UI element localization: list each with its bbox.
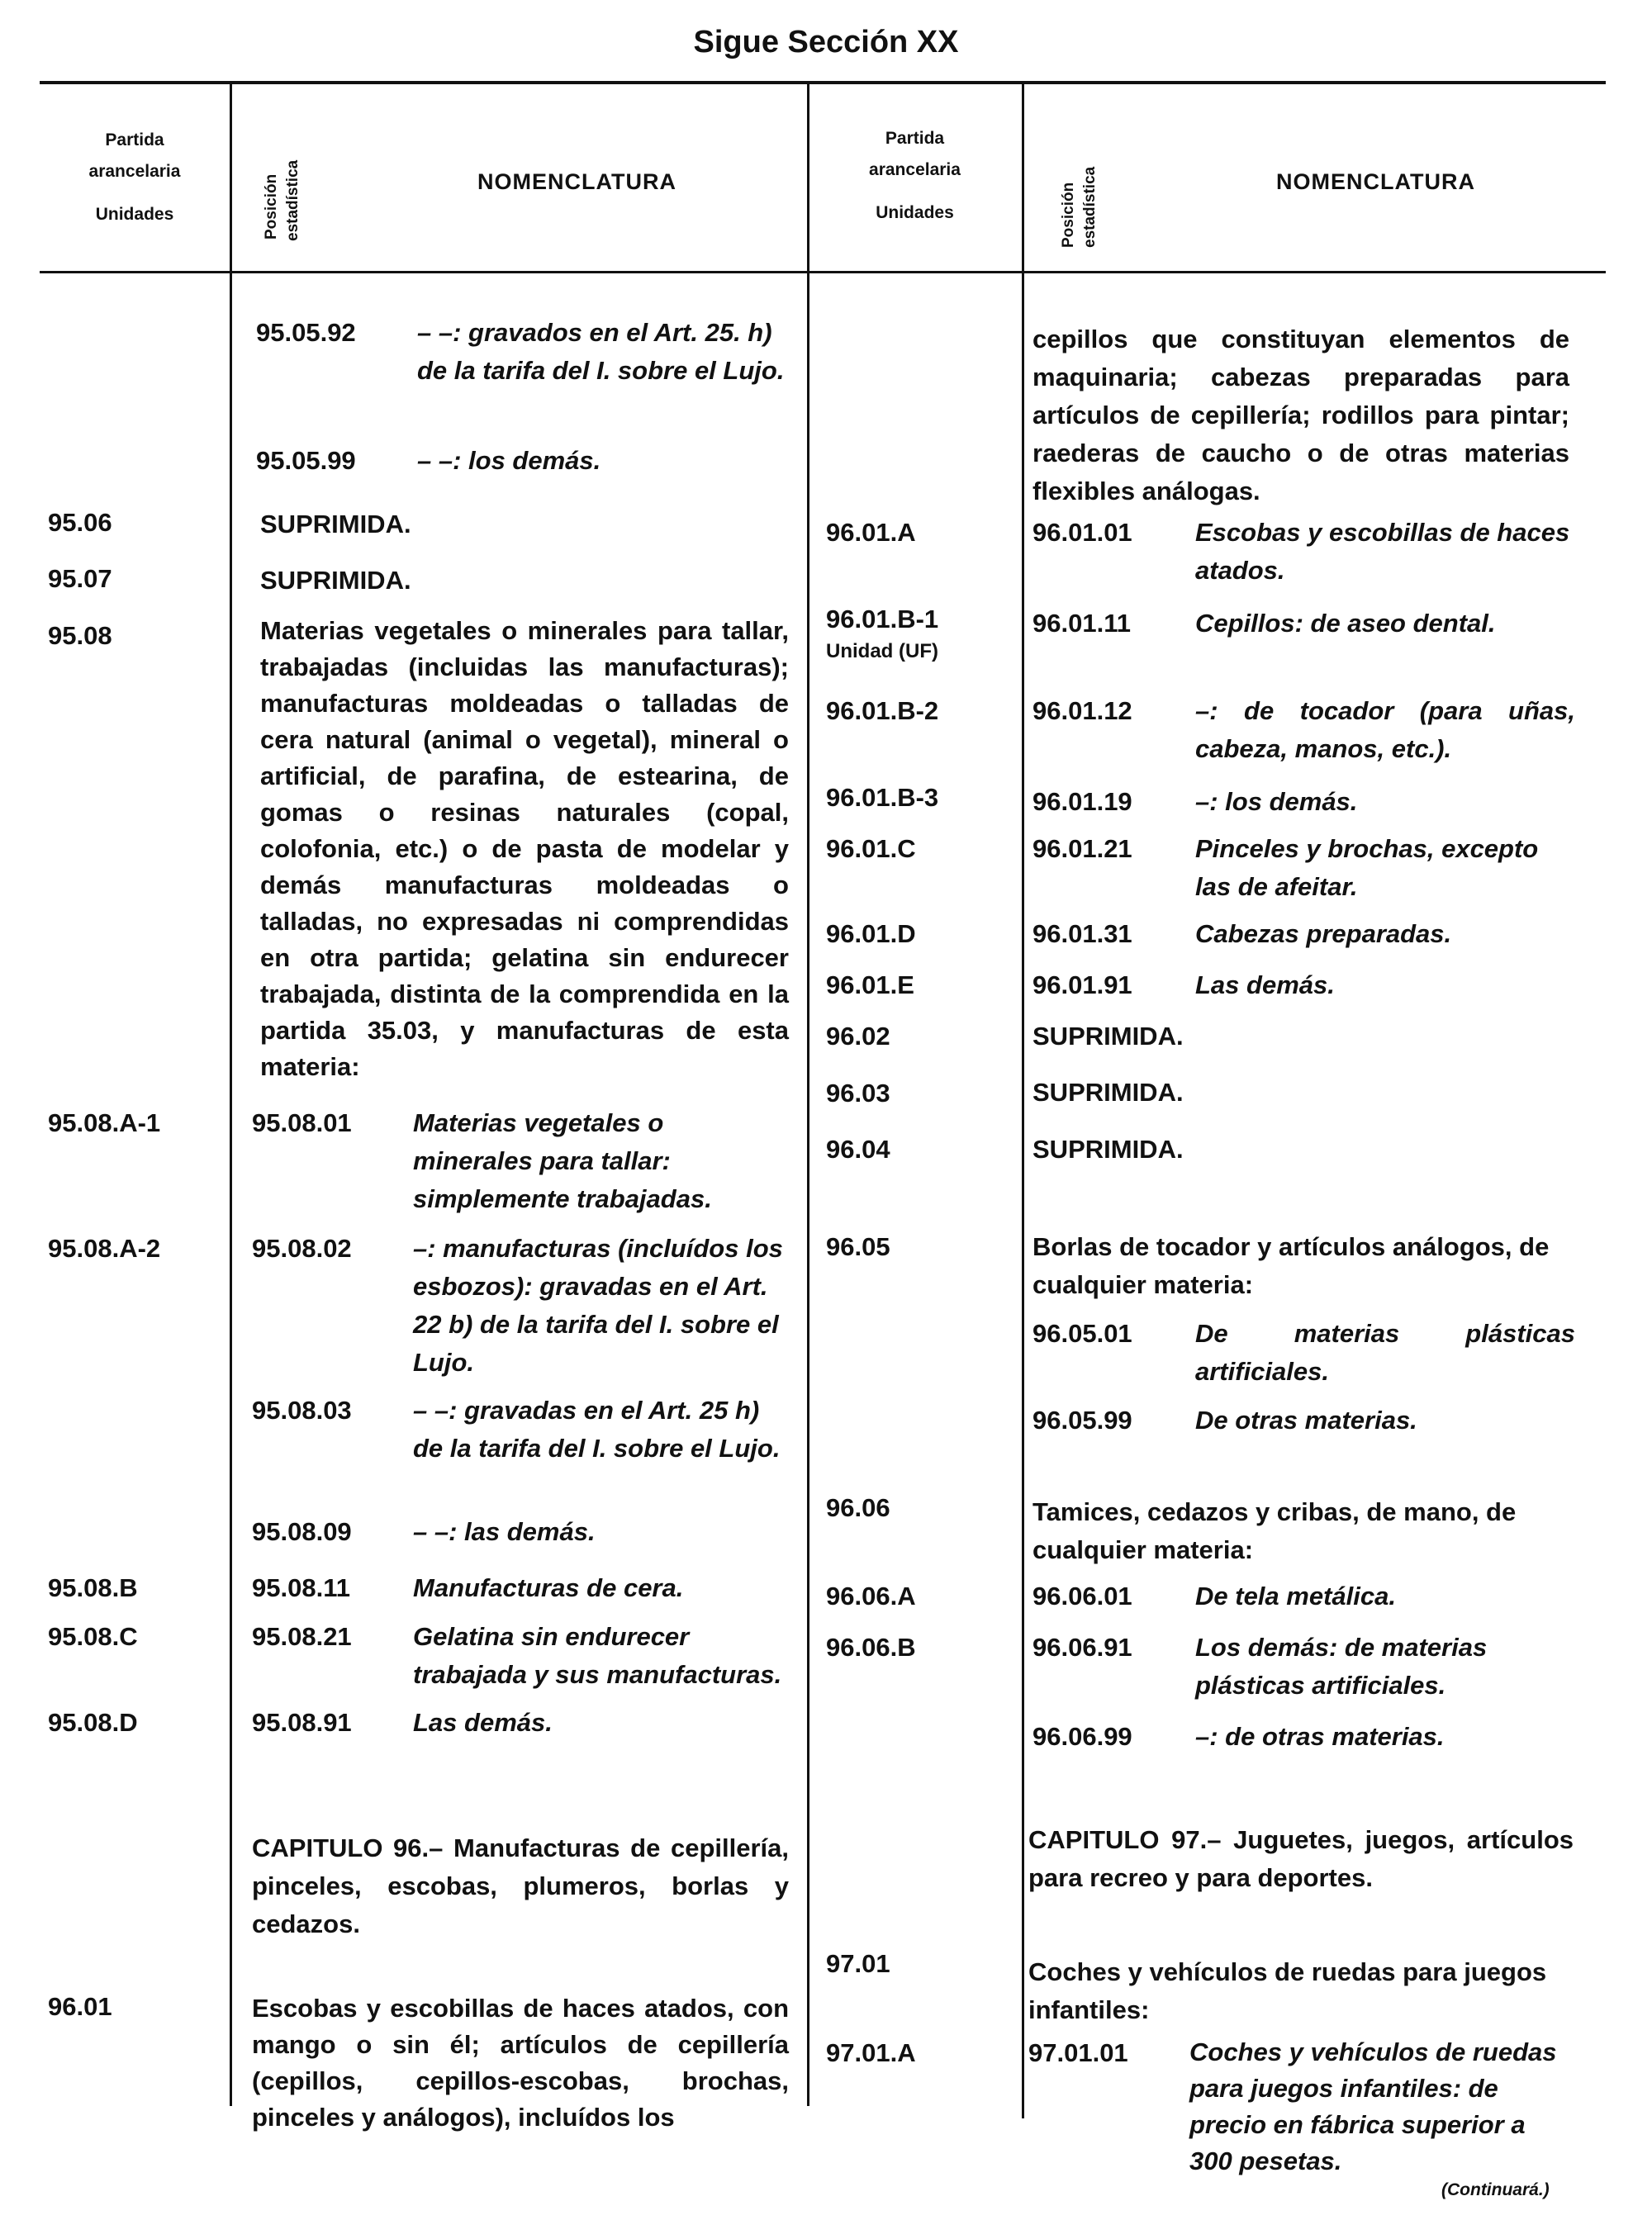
desc-96-01-21: Pinceles y brochas, excepto las de afeitar. [1195,834,1539,901]
continued-note: (Continuará.) [1441,2180,1550,2199]
header-partida-label: Partida [885,129,945,148]
desc-96-04: SUPRIMIDA. [1032,1135,1184,1164]
desc-97-01: Coches y vehículos de ruedas para juegos infantiles: [1028,1957,1547,2024]
col-rule-3 [1022,83,1024,2118]
partida-96-02: 96.02 [826,1022,890,1051]
partida-97-01-A: 97.01.A [826,2038,916,2067]
desc-96-06: Tamices, cedazos y cribas, de mano, de cualquier materia: [1032,1497,1517,1564]
pos-96-05-99: 96.05.99 [1032,1406,1132,1435]
pos-95-08-02: 95.08.02 [252,1234,352,1263]
desc-95-06: SUPRIMIDA. [260,510,411,538]
partida-96-01-E: 96.01.E [826,970,914,999]
desc-96-01-19: –: los demás. [1195,787,1358,816]
desc-96-05-01: De materias plásticas artificiales. [1195,1319,1575,1386]
desc-95-07: SUPRIMIDA. [260,566,411,595]
desc-96-05-99: De otras materias. [1195,1406,1417,1435]
pos-96-01-91: 96.01.91 [1032,970,1132,999]
partida-95-08-A1: 95.08.A-1 [48,1108,161,1137]
pos-95-08-01: 95.08.01 [252,1108,352,1137]
desc-95-08: Materias vegetales o minerales para tallar, trabajadas (incluidas las manufacturas); manufacturas moldeadas o talladas de cera natural (animal o vegetal), mineral o artificial, de parafina, de estearina, de gomas o resinas naturales (copal, colofonia, etc.) o de pasta de modelar y demás manufacturas moldeadas o talladas, no expresadas ni comprendidas en otra partida; gelatina sin endurecer trabajada, distinta de la comprendida en la partida 35.03, y manufacturas de esta materia: [260,616,789,1081]
pos-95-08-09: 95.08.09 [252,1517,352,1546]
desc-95-05-92: – –: gravados en el Art. 25. h) de la tarifa del I. sobre el Lujo. [417,318,785,385]
pos-96-01-31: 96.01.31 [1032,919,1132,948]
desc-96-06-91: Los demás: de materias plásticas artificiales. [1195,1633,1488,1700]
partida-96-01-A: 96.01.A [826,518,916,547]
pos-96-05-01: 96.05.01 [1032,1319,1132,1348]
page-title: Sigue Sección XX [693,25,959,59]
partida-96-06: 96.06 [826,1493,890,1522]
pos-95-05-99: 95.05.99 [256,446,356,475]
desc-96-01: Escobas y escobillas de haces atados, con mango o sin él; artículos de cepillería (cepillos, cepillos-escobas, brochas, pinceles y análogos), incluídos los [252,1994,789,2132]
partida-96-01-B3: 96.01.B-3 [826,783,939,812]
header-unidades-label: Unidades [876,203,954,222]
partida-95-08: 95.08 [48,621,112,650]
pos-95-08-03: 95.08.03 [252,1396,352,1425]
header-arancelaria-label: arancelaria [869,160,961,179]
pos-96-06-01: 96.06.01 [1032,1582,1132,1610]
desc-97-01-01: Coches y vehículos de ruedas para juegos infantiles: de precio en fábrica superior a 300 pesetas. [1189,2037,1557,2175]
pos-96-01-01: 96.01.01 [1032,518,1132,547]
partida-95-08-A2: 95.08.A-2 [48,1234,161,1263]
header-arancelaria-label: arancelaria [88,162,181,181]
header-estadistica-label: estadística [284,159,301,241]
pos-95-08-91: 95.08.91 [252,1708,352,1737]
partida-96-01: 96.01 [48,1992,112,2021]
partida-96-05: 96.05 [826,1232,890,1261]
header-posicion-label: Posición [263,173,280,240]
desc-96-03: SUPRIMIDA. [1032,1078,1184,1107]
desc-96-01-11: Cepillos: de aseo dental. [1195,609,1496,638]
pos-96-01-19: 96.01.19 [1032,787,1132,816]
partida-96-01-B2: 96.01.B-2 [826,696,939,725]
desc-95-08-03: – –: gravadas en el Art. 25 h) de la tarifa del I. sobre el Lujo. [413,1396,781,1463]
desc-96-06-99: –: de otras materias. [1195,1722,1445,1751]
header-nomenclatura: NOMENCLATURA [477,169,676,194]
desc-95-05-99: – –: los demás. [417,446,601,475]
desc-95-08-11: Manufacturas de cera. [413,1573,684,1602]
desc-96-01-12: –: de tocador (para uñas, cabeza, manos, etc.). [1195,696,1575,763]
desc-95-08-21: Gelatina sin endurecer trabajada y sus manufacturas. [413,1622,782,1689]
header-unidades-label: Unidades [95,205,174,224]
partida-96-01-B1: 96.01.B-1 [826,605,939,633]
partida-95-08-D: 95.08.D [48,1708,138,1737]
desc-96-06-01: De tela metálica. [1195,1582,1396,1610]
partida-96-06-B: 96.06.B [826,1633,916,1662]
pos-96-06-99: 96.06.99 [1032,1722,1132,1751]
pos-95-08-21: 95.08.21 [252,1622,352,1651]
header-partida-label: Partida [105,130,164,149]
col-rule-1 [230,83,232,2106]
header-rule [40,271,1606,273]
partida-96-01-C: 96.01.C [826,834,916,863]
pos-96-01-12: 96.01.12 [1032,696,1132,725]
top-rule [40,81,1606,84]
col-rule-2 [807,83,809,2106]
desc-96-01-01: Escobas y escobillas de haces atados. [1195,518,1570,585]
desc-96-02: SUPRIMIDA. [1032,1022,1184,1051]
desc-95-08-01: Materias vegetales o minerales para tallar: simplemente trabajadas. [413,1108,712,1213]
partida-95-06: 95.06 [48,508,112,537]
partida-96-06-A: 96.06.A [826,1582,916,1610]
desc-96-01-91: Las demás. [1195,970,1335,999]
desc-96-01-continued: cepillos que constituyan elementos de maquinaria; cabezas preparadas para artículos de cepillería; rodillos para pintar; raederas de caucho o de otras materias flexibles análogas. [1032,325,1569,505]
partida-95-07: 95.07 [48,564,112,593]
pos-97-01-01: 97.01.01 [1028,2038,1128,2067]
chapter-96-heading: CAPITULO 96.– Manufacturas de cepillería, pinceles, escobas, plumeros, borlas y cedazos. [252,1833,789,1938]
pos-96-01-11: 96.01.11 [1032,609,1131,638]
desc-95-08-09: – –: las demás. [413,1517,596,1546]
partida-96-03: 96.03 [826,1079,890,1108]
partida-95-08-C: 95.08.C [48,1622,138,1651]
desc-95-08-02: –: manufacturas (incluídos los esbozos): gravadas en el Art. 22 b) de la tarifa del I. sobre el Lujo. [413,1234,783,1377]
partida-96-04: 96.04 [826,1135,890,1164]
pos-96-06-91: 96.06.91 [1032,1633,1132,1662]
partida-95-08-B: 95.08.B [48,1573,138,1602]
pos-95-05-92: 95.05.92 [256,318,356,347]
header-nomenclatura: NOMENCLATURA [1276,169,1475,194]
unidad-uf: Unidad (UF) [826,640,938,662]
desc-96-05: Borlas de tocador y artículos análogos, de cualquier materia: [1032,1232,1550,1299]
header-estadistica-label: estadística [1081,166,1099,248]
desc-96-01-31: Cabezas preparadas. [1195,919,1452,948]
desc-95-08-91: Las demás. [413,1708,553,1737]
partida-96-01-D: 96.01.D [826,919,916,948]
pos-95-08-11: 95.08.11 [252,1573,350,1602]
partida-97-01: 97.01 [826,1949,890,1978]
chapter-97-heading: CAPITULO 97.– Juguetes, juegos, artículos para recreo y para deportes. [1028,1825,1574,1892]
pos-96-01-21: 96.01.21 [1032,834,1132,863]
header-posicion-label: Posición [1060,182,1077,248]
